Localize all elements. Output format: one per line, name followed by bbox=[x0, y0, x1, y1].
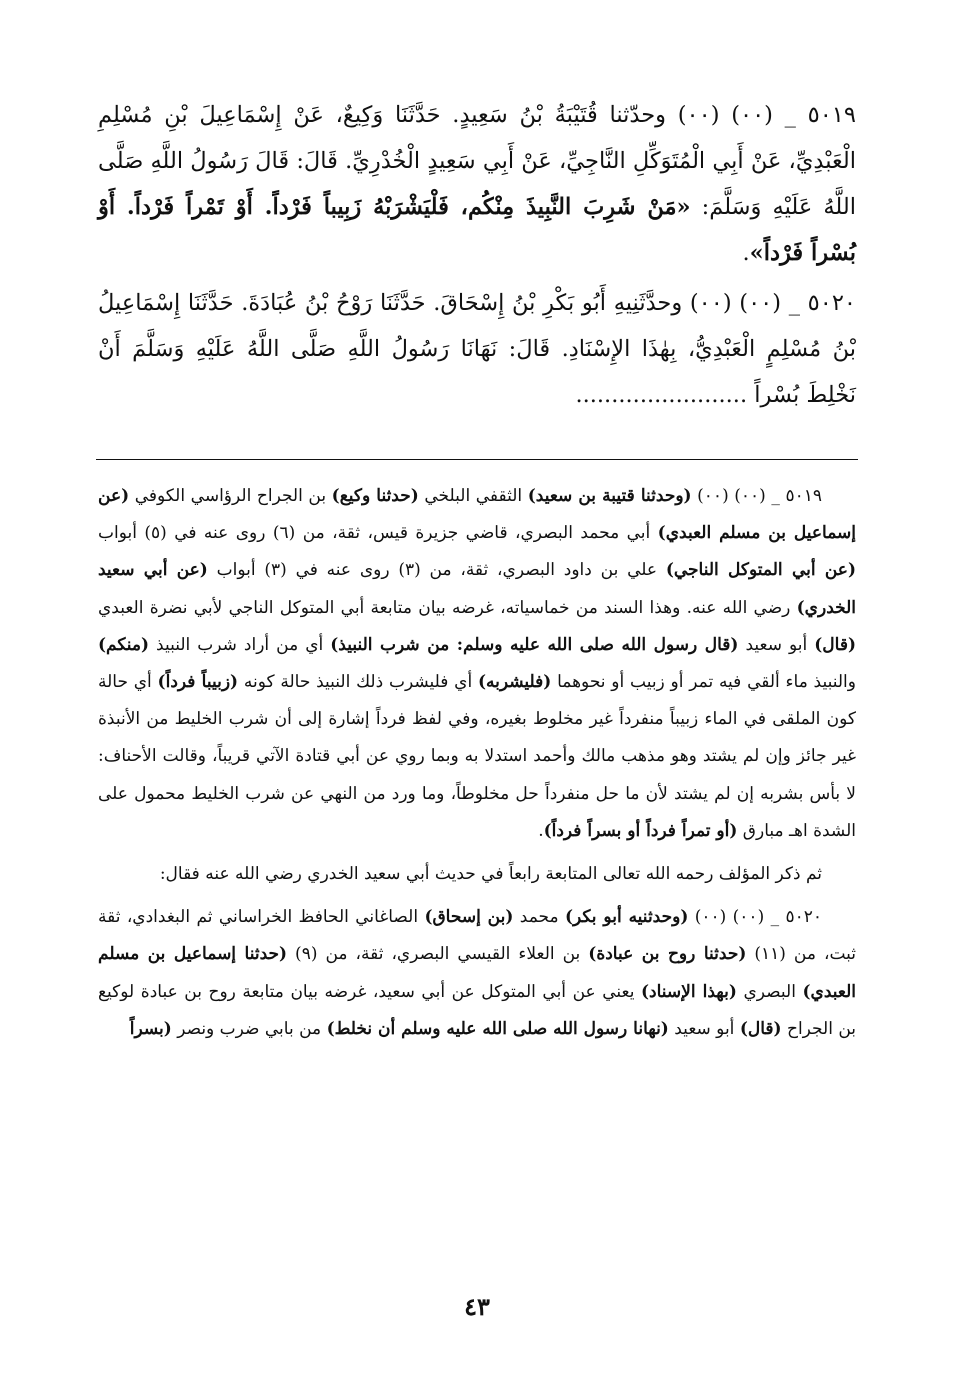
bold-quoted-text: (عن أبي سعيد الخدري) bbox=[98, 560, 856, 618]
bold-quoted-text: (عن أبي المتوكل الناجي) bbox=[665, 560, 856, 581]
commentary-text: أي من أراد شرب النبيذ bbox=[149, 634, 331, 655]
commentary-text: رضي الله عنه. وهذا السند من خماسياته، غرضه بيان متابعة أبي المتوكل الناجي لأبي نضرة العبدي bbox=[98, 597, 797, 618]
bold-quoted-text: (وحدثنا قتيبة بن سعيد) bbox=[527, 486, 692, 506]
hadith-5019-end: . bbox=[742, 240, 750, 266]
bold-quoted-text: (فليشربه) bbox=[477, 672, 552, 693]
commentary-text: أبو سعيد bbox=[668, 1018, 740, 1039]
bold-quoted-text: (وحدثنيه أبو بكر) bbox=[565, 907, 689, 928]
commentary-block bbox=[98, 478, 856, 1048]
bold-quoted-text: (عن إسماعيل بن مسلم العبدي) bbox=[98, 486, 856, 544]
bold-quoted-text: (أو تمراً فرداً أو بسراً فرداً) bbox=[543, 820, 738, 841]
commentary-transition: ثم ذكر المؤلف رحمه الله تعالى المتابعة رابعاً في حديث أبي سعيد الخدري رضي الله عنه فقال: bbox=[159, 864, 822, 885]
bold-quoted-text: (منكم) bbox=[98, 634, 150, 655]
commentary-text: البصري bbox=[736, 981, 803, 1002]
commentary-text: والنبيذ ماء ألقي فيه تمر أو زبيب أو نحوهما bbox=[551, 672, 856, 693]
commentary-text: علي بن داود البصري، ثقة، من (٣) روى عنه في (٣) أبواب bbox=[207, 560, 666, 581]
footnote-divider bbox=[96, 459, 858, 460]
commentary-text: أبو سعيد bbox=[738, 634, 815, 655]
commentary-paragraph-5019 bbox=[98, 478, 856, 850]
commentary-text: الصاغاني الحافظ الخراساني ثم البغدادي، ثقة ثبت، من (١١) bbox=[98, 907, 856, 965]
commentary-text: . bbox=[538, 820, 544, 841]
commentary-text: أي فليشرب ذلك النبيذ حالة كونه bbox=[238, 672, 478, 693]
commentary-text: محمد bbox=[513, 907, 565, 928]
hadith-5019-quote: «مَنْ شَرِبَ النَّبِيذَ مِنْكُم، فَلْيَشْرَبْهُ زَبِيباً فَرْداً. أَوْ تَمْراً فَرْداً. أَوْ بُسْراً فَرْداً» bbox=[98, 194, 856, 266]
commentary-paragraph-5020 bbox=[98, 899, 856, 1048]
commentary-text: ٥٠٢٠ _ (٠٠) (٠٠) bbox=[688, 907, 822, 928]
bold-quoted-text: (نهانا رسول الله صلى الله عليه وسلم أن نخلط) bbox=[326, 1018, 669, 1039]
bold-quoted-text: (حدثنا وكيع) bbox=[331, 486, 419, 506]
bold-quoted-text: (بن إسحاق) bbox=[424, 907, 514, 928]
bold-quoted-text: (حدثنا روح بن عبادة) bbox=[588, 944, 747, 965]
commentary-text: ٥٠١٩ _ (٠٠) (٠٠) bbox=[691, 486, 822, 506]
commentary-text: بن الجراح الرؤاسي الكوفي bbox=[129, 486, 332, 506]
commentary-text: أي حالة كون الملقى في الماء زبيباً منفرداً غير مخلوط بغيره، وفي لفظ فرداً إشارة إلى أن شرب الخليط من الأنبذة غير جائز وإن لم يشتد وهو مذهب مالك وأحمد استدلا به وبما روي عن أبي قتادة الآتي قريباً، وقالت الأحناف: لا بأس بشربه إن لم يشتد لأن ما حل منفرداً حل مخلوطاً، وما ورد من النهي عن شرب الخليط محمول على الشدة اهـ مبارق bbox=[98, 672, 856, 841]
hadith-5019-lead: ٥٠١٩ _ (٠٠) (٠٠) وحدّثنا قُتَيْبَةُ بْنُ سَعِيدٍ. حَدَّثَنَا وَكِيعٌ، عَنْ إِسْمَاعِيلَ بْنِ مُسْلِمِ الْعَبْدِيِّ، عَنْ أَبِي الْمُتَوَكِّلِ النَّاجِيِّ، عَنْ أَبِي سَعِيدٍ الْخُدْرِيِّ. قَالَ: قَالَ رَسُولُ اللَّهِ صَلَّى اللَّهُ عَلَيْهِ وَسَلَّمَ: bbox=[98, 102, 856, 220]
bold-quoted-text: (حدثنا إسماعيل بن مسلم العبدي) bbox=[98, 944, 857, 1002]
hadith-5020: ٥٠٢٠ _ (٠٠) (٠٠) وحدَّثَنِيهِ أَبُو بَكْرِ بْنُ إِسْحَاقَ. حَدَّثَنَا رَوْحُ بْنُ عُبَادَةَ. حَدَّثَنَا إِسْمَاعِيلُ بْنُ مُسْلِمٍ الْعَبْدِيُّ، بِهٰذَا الإِسْنَادِ. قَالَ: نَهَانَا رَسُولُ اللَّهِ صَلَّى اللَّهُ عَلَيْهِ وَسَلَّمَ أَنْ نَخْلِطَ بُسْراً ........................ bbox=[98, 290, 856, 408]
commentary-text: أبي محمد البصري، قاضي جزيرة قيس، ثقة، من (٦) روى عنه في (٥) أبواب bbox=[98, 523, 658, 544]
bold-quoted-text: (بهذا الإسناد) bbox=[641, 981, 737, 1002]
commentary-text: يعني عن أبي المتوكل عن أبي سعيد، غرضه بيان متابعة روح بن عبادة لوكيع بن الجراح bbox=[98, 981, 856, 1039]
commentary-text: الثقفي البلخي bbox=[418, 486, 528, 506]
bold-quoted-text: (بسراً bbox=[129, 1018, 172, 1039]
bold-quoted-text: (قال) bbox=[814, 634, 856, 655]
commentary-text: بن العلاء القيسي البصري، ثقة، من (٩) bbox=[287, 944, 589, 965]
bold-quoted-text: (قال رسول الله صلى الله عليه وسلم: من شرب النبيذ) bbox=[330, 634, 739, 655]
page-number: ٤٣ bbox=[464, 1292, 490, 1321]
bold-quoted-text: (زبيباً فرداً) bbox=[157, 672, 239, 693]
commentary-text: من بابي ضرب ونصر bbox=[171, 1018, 327, 1039]
bold-quoted-text: (قال) bbox=[739, 1018, 782, 1039]
hadith-5019 bbox=[98, 92, 856, 276]
hadith-text-block bbox=[98, 92, 856, 418]
